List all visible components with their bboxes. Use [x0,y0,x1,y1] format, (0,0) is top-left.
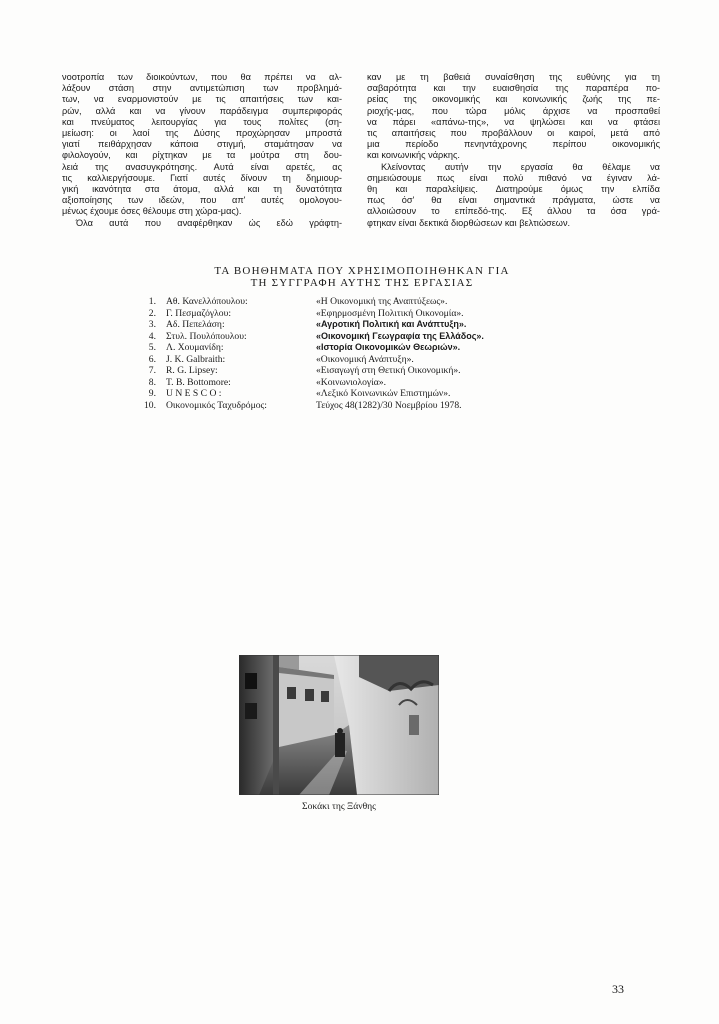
text-line: τις καλλιεργήσουμε. Γιατί αυτές δίνουν τη δημιουρ- [62,172,342,183]
reference-author: U N E S C O : [166,388,222,399]
right-column [367,72,660,229]
reference-item [142,296,582,308]
text-line: θη και παραλείψεις. Διατηρούμε όμως την ελπίδα [367,184,660,195]
reference-work: «Λεξικό Κοινωνικών Επιστημών». [316,388,451,399]
reference-author: Στυλ. Πουλόπουλου: [166,330,247,342]
text-line: φιλολογούν, και ρίχτηκαν με τα μούτρα στη δου- [62,150,342,161]
reference-number: 1. [148,296,156,307]
text-line: γιατί πειθάρχησαν κάποια στιγμή, σταμάτησαν να [62,139,342,150]
reference-number: 5. [148,342,156,353]
reference-number: 10. [144,399,156,411]
reference-author: Γ. Πεσμαζόγλου: [166,307,232,319]
references-title-line-2: ΤΗ ΣΥΓΓΡΑΦΗ ΑΥΤΗΣ ΤΗΣ ΕΡΓΑΣΙΑΣ [250,277,474,289]
reference-item [142,308,582,320]
reference-author: J. K. Galbraith: [166,353,226,365]
reference-work: «Ιστορία Οικονομικών Θεωριών». [316,342,461,352]
photo-caption: Σοκάκι της Ξάνθης [302,801,376,812]
text-line: να πάρει «απάνω-της», να ψηλώσει και να φτάσει [367,116,660,127]
text-line: μένως έχουμε όσες θέλουμε στη χώρα-μας). [62,206,242,217]
reference-work: «Η Οικονομική της Αναπτύξεως». [316,296,448,307]
reference-number: 3. [148,319,156,330]
text-line: Όλα αυτά που αναφέρθηκαν ώς εδώ γράφτη- [76,217,342,228]
reference-work: «Εισαγωγή στη Θετική Οικονομική». [316,365,461,376]
reference-item [142,388,582,400]
text-line: σαβαρότητα και την ευαισθησία της παραπέρα πο- [367,83,660,94]
text-line: ριοχής-μας, που τώρα μόλις άρχισε να προσπαθεί [367,105,660,116]
text-line: αλλοιώσουν το επίπεδό-της. Εξ άλλου τα όσα γρά- [367,206,660,217]
text-line: ρείας της οικονομικής και κοινωνικής ζωής της πε- [367,94,660,105]
reference-item [142,377,582,389]
left-column [62,72,342,229]
references-section [62,265,662,411]
text-line: και κοινωνικής νάρκης. [367,150,460,161]
text-line: μια περίοδο πενηντάχρονης περίπου οικονομικής [367,139,660,150]
text-line: καν με τη βαθειά συναίσθηση της ευθύνης για τη [367,72,660,82]
references-list [142,296,582,411]
text-line: αξιοποίησης των ιδεών, που απ' αυτές ομολογου- [62,195,342,206]
reference-number: 6. [148,353,156,365]
reference-item [142,365,582,377]
text-line: λειά της ανασυγκρότησης. Αυτά είναι αρετές, ας [62,161,342,172]
reference-number: 8. [148,376,156,388]
reference-work: Τεύχος 48(1282)/30 Νοεμβρίου 1978. [316,399,462,411]
reference-number: 4. [148,330,156,342]
text-line: ρών, αλλά και να γίνουν παράδειγμα συμπεριφοράς [62,105,342,116]
text-line: τις απαιτήσεις που προβάλλουν οι καιροί, μετά από [367,128,660,139]
references-title-line-1: ΤΑ ΒΟΗΘΗΜΑΤΑ ΠΟΥ ΧΡΗΣΙΜΟΠΟΙΗΘΗΚΑΝ ΓΙΑ [214,265,510,277]
reference-author: Οικονομικός Ταχυδρόμος: [166,399,267,411]
text-line: λάξουν στάση στην αντιμετώπιση των προβλημά- [62,83,342,94]
reference-author: Λ. Χουμανίδη: [166,342,224,353]
text-line: και πνεύματος λειτουργίας για τους πολίτες (ση- [62,116,342,127]
reference-number: 9. [148,388,156,399]
text-line: φτηκαν είναι δεκτικά διορθώσεων και βελτιώσεων. [367,217,571,228]
reference-work: «Εφηρμοσμένη Πολιτική Οικονομία». [316,307,464,319]
reference-author: T. B. Bottomore: [166,376,231,388]
reference-work: «Αγροτική Πολιτική και Ανάπτυξη». [316,319,467,329]
reference-item [142,331,582,343]
reference-item [142,319,582,331]
text-line: πως όσ' θα είναι σημαντικά πράγματα, ώστε να [367,195,660,206]
reference-item [142,354,582,366]
reference-author: R. G. Lipsey: [166,365,218,376]
street-photo [239,655,439,795]
reference-work: «Οικονομική Γεωγραφία της Ελλάδος». [316,330,484,341]
page-number: 33 [612,982,624,996]
body-text [62,72,662,252]
text-line: των, να εναρμονιστούν με τις απαιτήσεις των και- [62,94,342,105]
reference-number: 2. [148,307,156,319]
reference-number: 7. [148,365,156,376]
text-line: μείωση: οι λαοί της Δύσης προχώρησαν μπροστά [62,128,342,139]
photo-image [239,655,439,795]
text-line: σημειώσουμε πως είναι πολύ πιθανό να έγιναν λά- [367,172,660,183]
reference-work: «Οικονομική Ανάπτυξη». [316,353,414,365]
reference-author: Αθ. Κανελλόπουλου: [166,296,248,307]
text-line: γική ικανότητα στα άτομα, αλλά και τη δυνατότητα [62,184,342,195]
text-line: νοοτροπία των διοικούντων, που θα πρέπει να αλ- [62,72,342,82]
reference-item [142,400,582,412]
reference-author: Αδ. Πεπελάση: [166,319,225,330]
text-line: Κλείνοντας αυτήν την εργασία θα θέλαμε να [381,161,660,172]
reference-item [142,342,582,354]
reference-work: «Κοινωνιολογία». [316,376,386,388]
